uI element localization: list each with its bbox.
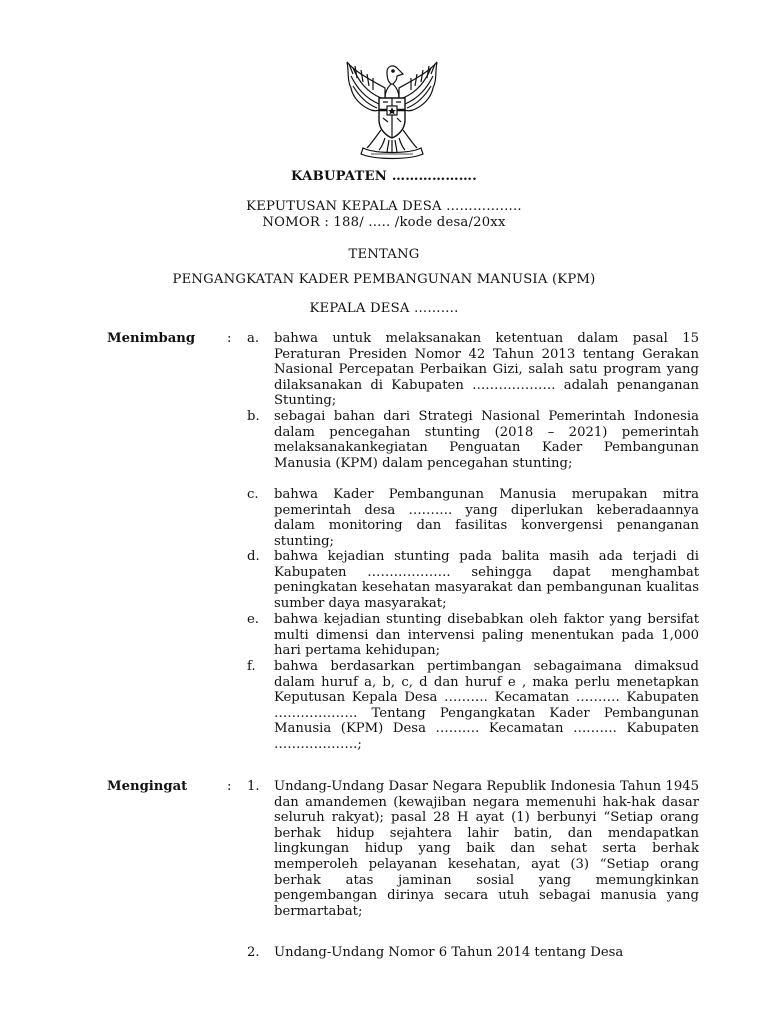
keputusan-title: KEPUTUSAN KEPALA DESA …………….. bbox=[246, 199, 522, 214]
mengingat-item-2 bbox=[247, 945, 699, 961]
nomor-line: NOMOR : 188/ ….. /kode desa/20xx bbox=[262, 215, 506, 230]
mengingat-colon: : bbox=[227, 779, 232, 794]
item-text: sebagai bahan dari Strategi Nasional Pemerintah Indonesia dalam pencegahan stunting (2018 – 2021) pemerintah melaksanakankegiatan Penguatan Kader Pembangunan Manusia (KPM) dalam pencegahan stunting; bbox=[274, 409, 699, 471]
menimbang-item-e bbox=[247, 612, 699, 659]
item-marker: b. bbox=[247, 409, 260, 424]
perihal-title: PENGANGKATAN KADER PEMBANGUNAN MANUSIA (KPM) bbox=[172, 272, 596, 287]
item-text: bahwa kejadian stunting disebabkan oleh faktor yang bersifat multi dimensi dan intervensi paling menentukan pada 1,000 hari pertama kehidupan; bbox=[274, 612, 699, 659]
kepala-desa-heading: KEPALA DESA ………. bbox=[309, 301, 459, 316]
menimbang-item-c bbox=[247, 487, 699, 549]
item-marker: e. bbox=[247, 612, 259, 627]
menimbang-colon: : bbox=[227, 331, 232, 346]
tentang-heading: TENTANG bbox=[348, 247, 420, 262]
menimbang-item-f bbox=[247, 659, 699, 753]
garuda-pancasila-emblem-icon bbox=[341, 58, 443, 162]
item-text: bahwa untuk melaksanakan ketentuan dalam pasal 15 Peraturan Presiden Nomor 42 Tahun 2013 tentang Gerakan Nasional Percepatan Perbaikan Gizi, salah satu program yang dilaksanakan di Kabupaten ………………. adalah penanganan Stunting; bbox=[274, 331, 699, 409]
menimbang-item-a bbox=[247, 331, 699, 409]
menimbang-item-b bbox=[247, 409, 699, 471]
item-text: Undang-Undang Dasar Negara Republik Indonesia Tahun 1945 dan amandemen (kewajiban negara memenuhi hak-hak dasar seluruh rakyat); pasal 28 H ayat (1) berbunyi “Setiap orang berhak hidup sejahtera lahir batin, dan mendapatkan lingkungan hidup yang baik dan sehat serta berhak memperoleh pelayanan kesehatan, ayat (3) “Setiap orang berhak atas jaminan sosial yang memungkinkan pengembangan dirinya secara utuh sebagai manusia yang bermartabat; bbox=[274, 779, 699, 919]
item-text: bahwa Kader Pembangunan Manusia merupakan mitra pemerintah desa ………. yang diperlukan keberadaannya dalam monitoring dan fasilitas konvergensi penanganan stunting; bbox=[274, 487, 699, 549]
menimbang-item-d bbox=[247, 549, 699, 611]
item-marker: f. bbox=[247, 659, 256, 674]
menimbang-label: Menimbang bbox=[107, 331, 196, 346]
item-marker: 1. bbox=[247, 779, 260, 794]
item-text: bahwa berdasarkan pertimbangan sebagaimana dimaksud dalam huruf a, b, c, d dan huruf e , maka perlu menetapkan Keputusan Kepala Desa ………. Kecamatan ………. Kabupaten ………………. Tentang Pengangkatan Kader Pembangunan Manusia (KPM) Desa ………. Kecamatan ………. Kabupaten ……………….; bbox=[274, 659, 699, 752]
item-text: bahwa kejadian stunting pada balita masih ada terjadi di Kabupaten ………………. sehingga dapat menghambat peningkatan kesehatan masyarakat dan pembangunan kualitas sumber daya masyarakat; bbox=[274, 549, 699, 611]
mengingat-label: Mengingat bbox=[107, 779, 188, 794]
item-marker: a. bbox=[247, 331, 260, 346]
kabupaten-heading: KABUPATEN ………………. bbox=[291, 169, 477, 184]
item-marker: d. bbox=[247, 549, 260, 564]
item-marker: c. bbox=[247, 487, 259, 502]
item-text: Undang-Undang Nomor 6 Tahun 2014 tentang Desa bbox=[274, 945, 624, 960]
mengingat-item-1 bbox=[247, 779, 699, 919]
item-marker: 2. bbox=[247, 945, 260, 960]
